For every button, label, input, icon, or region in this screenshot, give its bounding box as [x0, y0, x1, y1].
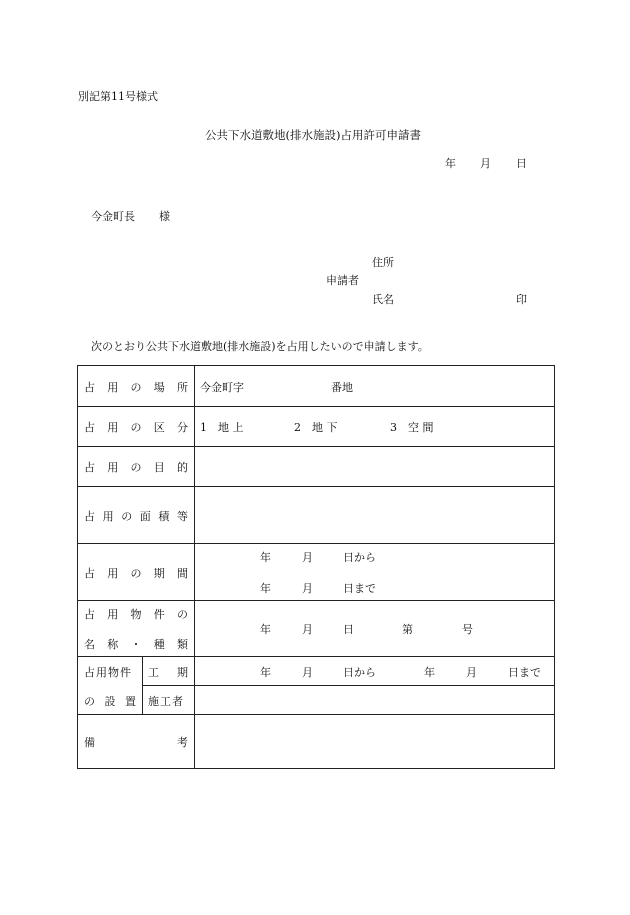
statement: 次のとおり公共下水道敷地(排水施設)を占用したいので申請します。 — [91, 340, 429, 353]
date-month: 月 — [480, 157, 491, 170]
place-prefix: 今金町字 — [200, 381, 244, 394]
date-year: 年 — [445, 157, 456, 170]
period-from-day: 日から — [343, 551, 376, 564]
label-area: 占 用 の 面 積 等 — [84, 510, 188, 523]
object-day: 日 — [343, 623, 354, 636]
division-option-ground: 1 地 上 — [200, 421, 244, 434]
label-division: 占 用 の 区 分 — [84, 421, 188, 434]
row-divider — [78, 446, 554, 447]
work-period-to-day: 日まで — [508, 666, 541, 679]
work-period-from-month: 月 — [302, 666, 313, 679]
period-to-month: 月 — [302, 582, 313, 595]
work-period-to-year: 年 — [424, 666, 435, 679]
row-divider — [78, 543, 554, 544]
seal-mark: 印 — [516, 293, 527, 306]
row-divider — [78, 714, 554, 715]
form-title: 公共下水道敷地(排水施設)占用許可申請書 — [205, 128, 421, 142]
form-number: 別記第11号様式 — [78, 90, 158, 103]
label-contractor: 施工者 — [148, 695, 184, 708]
object-number-prefix: 第 — [402, 623, 413, 636]
date-day: 日 — [516, 157, 527, 170]
label-period: 占 用 の 期 間 — [84, 567, 188, 580]
work-period-from-year: 年 — [260, 666, 271, 679]
label-object-line1: 占 用 物 件 の — [84, 608, 188, 621]
applicant-label: 申請者 — [326, 274, 359, 287]
division-option-underground: 2 地 下 — [294, 421, 338, 434]
label-installation-line1: 占用物件 — [84, 666, 132, 679]
label-remarks: 備 考 — [84, 736, 188, 749]
row-divider — [78, 406, 554, 407]
row-divider — [78, 656, 554, 657]
label-installation-line2: の 設 置 — [84, 695, 136, 708]
applicant-address-label: 住所 — [372, 256, 394, 269]
period-from-month: 月 — [302, 551, 313, 564]
label-purpose: 占 用 の 目 的 — [84, 461, 188, 474]
row-divider — [78, 486, 554, 487]
object-number-suffix: 号 — [462, 623, 473, 636]
period-to-year: 年 — [260, 582, 271, 595]
addressee-name: 今金町長 — [91, 210, 135, 223]
applicant-name-label: 氏名 — [372, 293, 394, 306]
work-period-from-day: 日から — [343, 666, 376, 679]
place-suffix: 番地 — [331, 381, 353, 394]
row-divider — [78, 600, 554, 601]
label-place: 占 用 の 場 所 — [84, 381, 188, 394]
period-from-year: 年 — [260, 551, 271, 564]
object-month: 月 — [302, 623, 313, 636]
addressee-honorific: 様 — [159, 210, 170, 223]
period-to-day: 日まで — [343, 582, 376, 595]
label-object-line2: 名 称 ・ 種 類 — [84, 638, 188, 651]
application-table — [77, 365, 555, 769]
division-option-air: 3 空 間 — [390, 421, 434, 434]
object-year: 年 — [260, 623, 271, 636]
column-divider — [194, 366, 195, 768]
work-period-to-month: 月 — [466, 666, 477, 679]
column-divider — [142, 656, 143, 714]
label-work-period: 工 期 — [148, 666, 188, 679]
row-divider — [142, 685, 554, 686]
